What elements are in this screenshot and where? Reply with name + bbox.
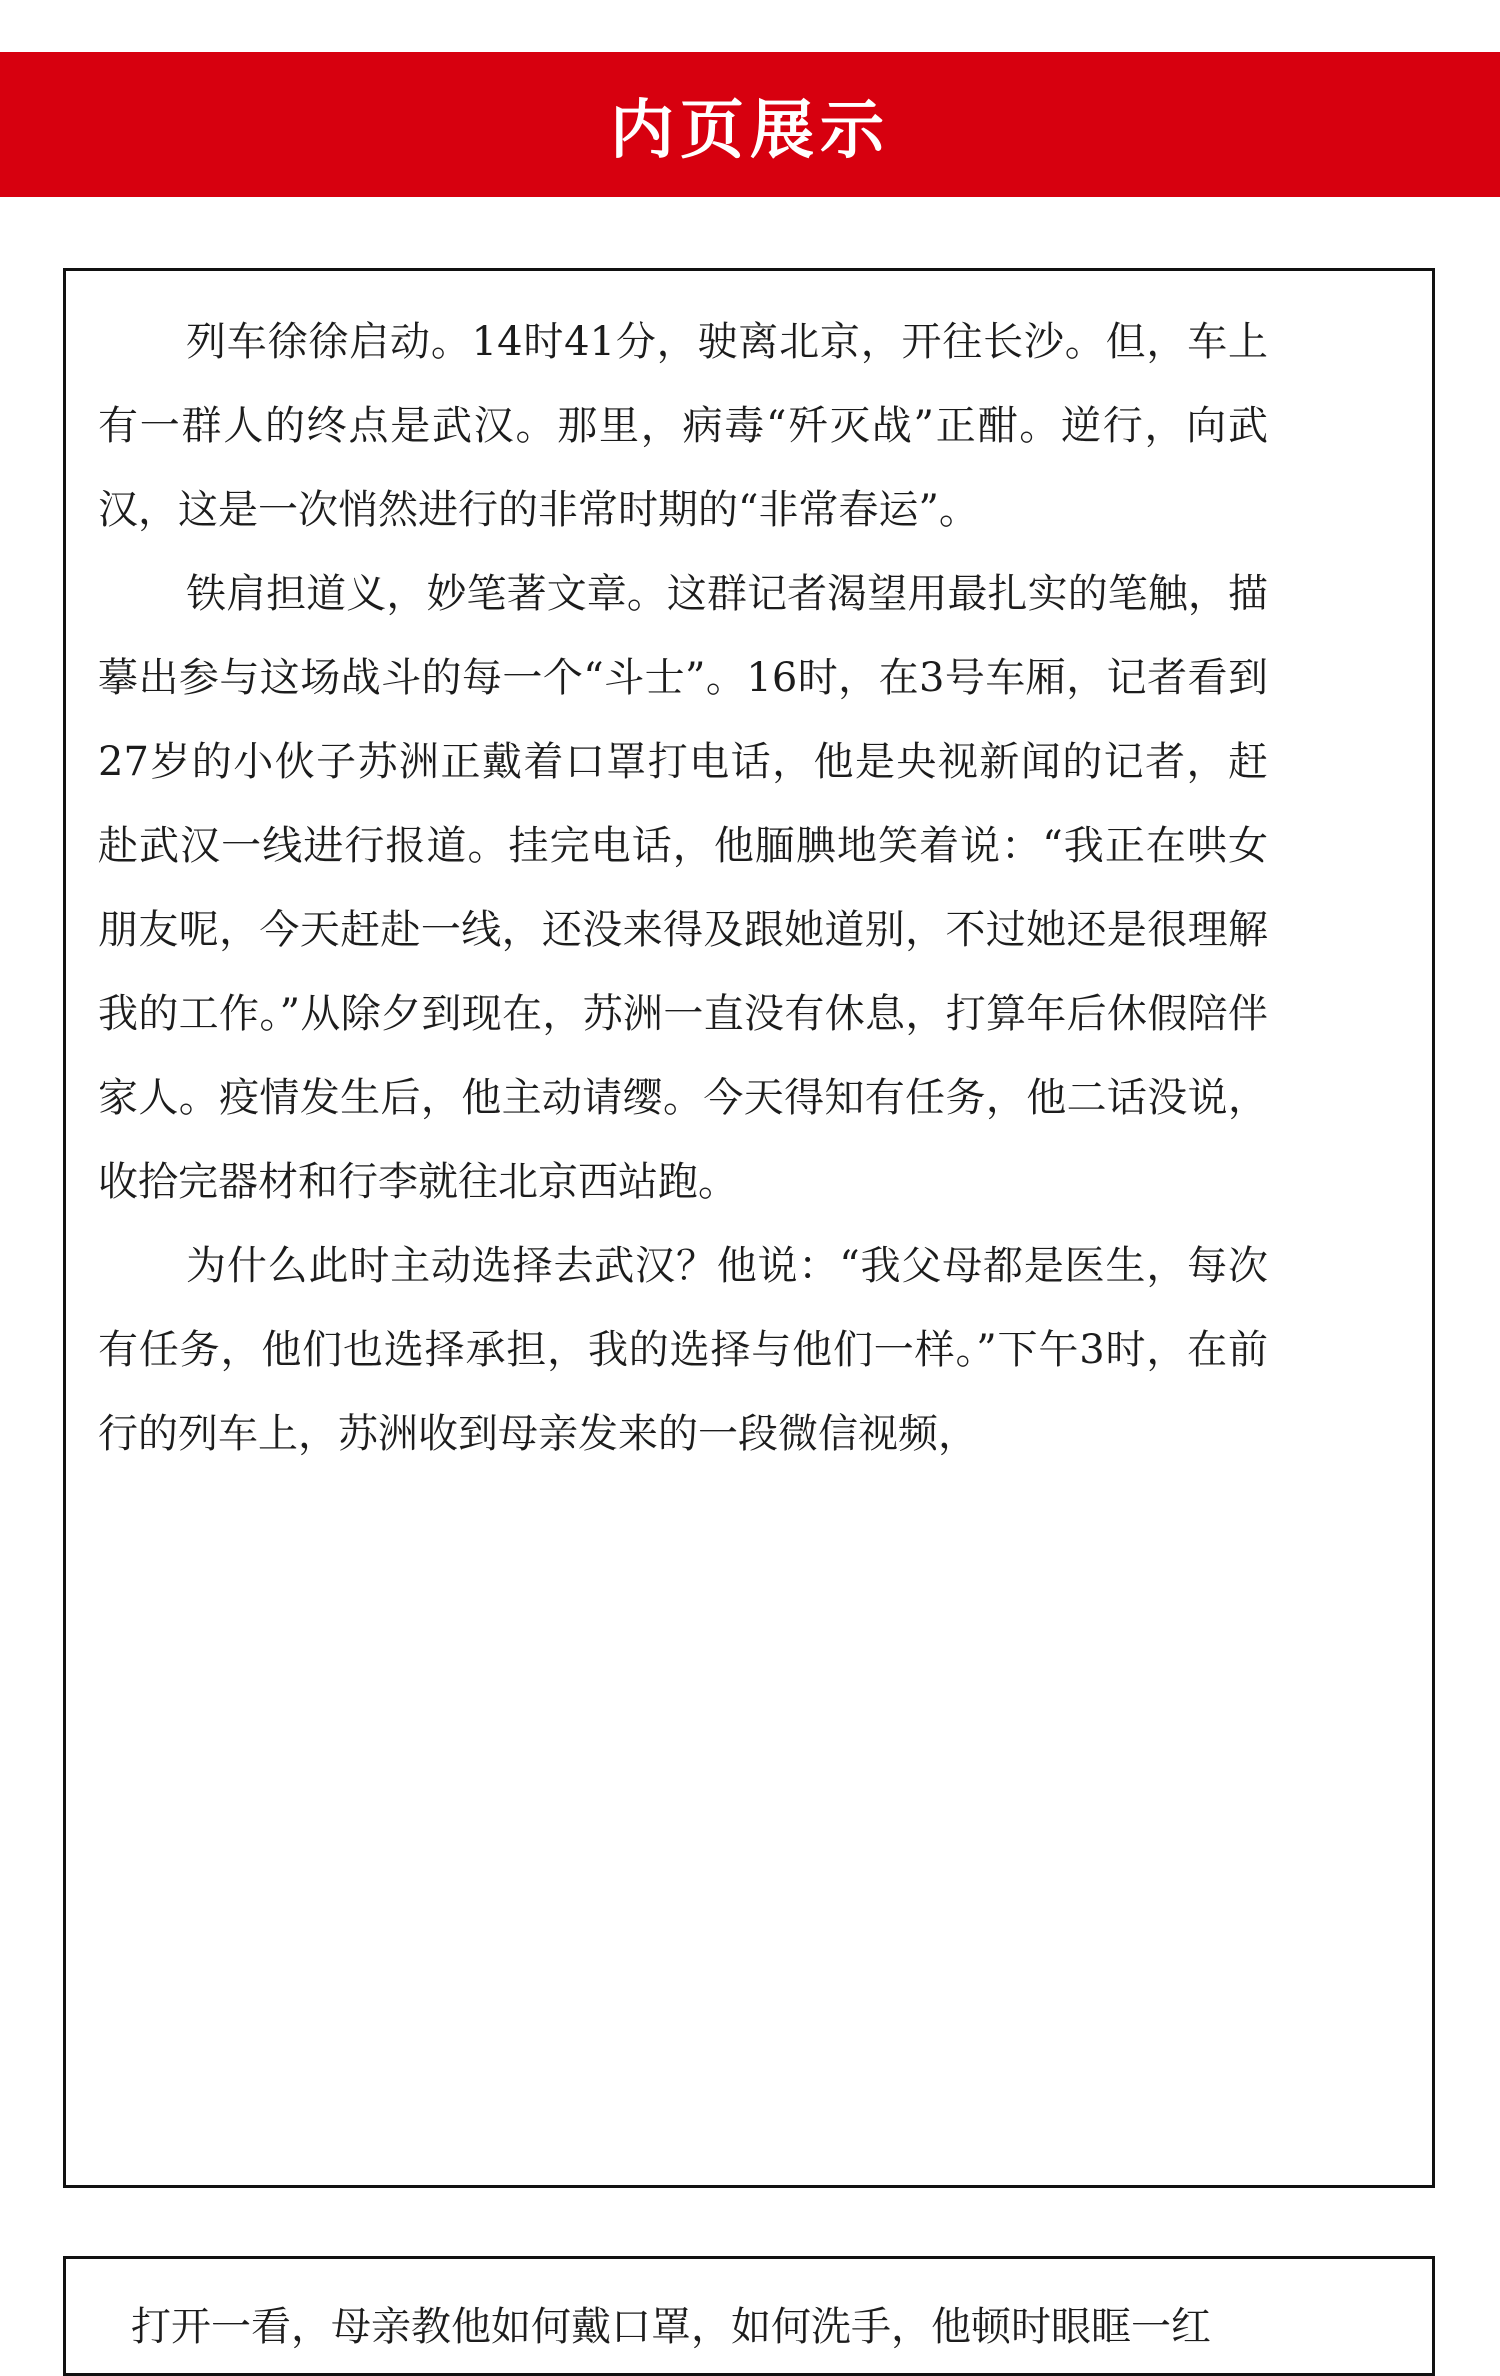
paragraph: 铁肩担道义，妙笔著文章。这群记者渴望用最扎实的笔触，描摹出参与这场战斗的每一个“斗士”。16时，在3号车厢，记者看到27岁的小伙子苏洲正戴着口罩打电话，他是央视新闻的记者，赶赴武汉一线进行报道。挂完电话，他腼腆地笑着说：“我正在哄女朋友呢，今天赶赴一线，还没来得及跟她道别，不过她还是很理解我的工作。”从除夕到现在，苏洲一直没有休息，打算年后休假陪伴家人。疫情发生后，他主动请缨。今天得知有任务，他二话没说，收拾完器材和行李就往北京西站跑。 <box>98 571 1268 1205</box>
page-body <box>98 300 1268 1476</box>
paragraph: 列车徐徐启动。14时41分，驶离北京，开往长沙。但，车上有一群人的终点是武汉。那里，病毒“歼灭战”正酣。逆行，向武汉，这是一次悄然进行的非常时期的“非常春运”。 <box>98 319 1268 533</box>
paragraph: 为什么此时主动选择去武汉？他说：“我父母都是医生，每次有任务，他们也选择承担，我的选择与他们一样。”下午3时，在前行的列车上，苏洲收到母亲发来的一段微信视频， <box>98 1243 1268 1457</box>
next-page-partial-line: 打开一看，母亲教他如何戴口罩，如何洗手，他顿时眼眶一红 <box>131 2304 1211 2350</box>
next-page-preview <box>63 2256 1435 2376</box>
section-banner <box>0 52 1500 197</box>
banner-title: 内页展示 <box>610 93 890 168</box>
